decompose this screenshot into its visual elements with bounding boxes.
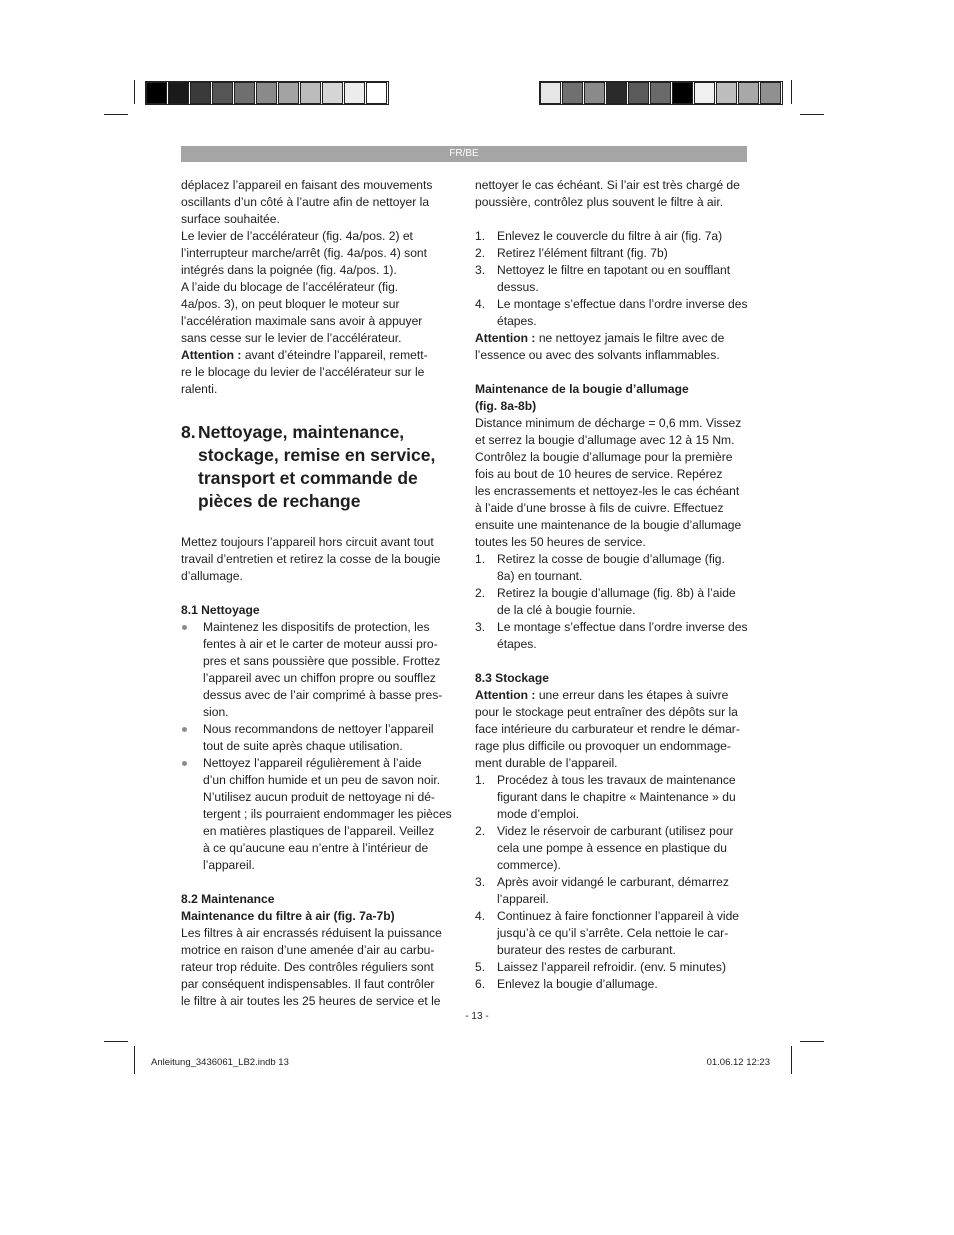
numbered-step: [475, 585, 749, 619]
text-line: sans cesse sur le levier de l’accélérateur.: [181, 331, 402, 345]
text-line: les encrassements et nettoyez-les le cas échéant: [475, 484, 740, 498]
section-number: 8.: [181, 422, 196, 442]
color-swatch: [584, 82, 605, 104]
numbered-step: [475, 908, 749, 959]
text-line: commerce).: [497, 858, 561, 872]
text-line: (fig. 8a-8b): [475, 399, 537, 413]
text-line: le filtre à air toutes les 25 heures de service et le: [181, 994, 441, 1008]
step-number: 1.: [475, 229, 486, 243]
color-swatch: [190, 82, 211, 104]
text-line: de la clé à bougie fournie.: [497, 603, 636, 617]
text-line: jusqu’à ce qu’il s’arrête. Cela nettoie le car-: [497, 926, 729, 940]
text-line: Distance minimum de décharge = 0,6 mm. Vissez: [475, 416, 742, 430]
text-line: ment durable de l’appareil.: [475, 756, 618, 770]
text-line: transport et commande de: [198, 468, 418, 488]
subsection-title-cleaning: 8.1 Nettoyage: [181, 603, 260, 617]
text-line: Le montage s’effectue dans l’ordre inverse des: [497, 620, 748, 634]
step-number: 1.: [475, 552, 486, 566]
numbered-step: [475, 551, 749, 585]
numbered-step: [475, 976, 749, 993]
spark-plug-steps: [475, 551, 749, 653]
text-line: ensuite une maintenance de la bougie d’allumage: [475, 518, 742, 532]
step-number: 3.: [475, 875, 486, 889]
text-line: A l’aide du blocage de l’accélérateur (fig.: [181, 280, 399, 294]
text-line: déplacez l’appareil en faisant des mouvements: [181, 178, 433, 192]
attention-label: Attention :: [475, 688, 536, 702]
color-swatch: [146, 82, 167, 104]
text-line: Nettoyage, maintenance,: [198, 422, 405, 442]
numbered-step: [475, 228, 749, 245]
step-number: 4.: [475, 297, 486, 311]
text-line: motrice en raison d’une amenée d’air au carbu-: [181, 943, 435, 957]
list-item: [181, 619, 455, 721]
attention-label: Attention :: [181, 348, 242, 362]
language-code: FR/BE: [449, 148, 479, 159]
color-swatch: [344, 82, 365, 104]
text-line: d’un chiffon humide et un peu de savon noir.: [203, 773, 441, 787]
color-swatch: [212, 82, 233, 104]
text-line: sion.: [203, 705, 229, 719]
text-line: dessus avec de l’air comprimé à basse pres-: [203, 688, 443, 702]
color-swatch: [628, 82, 649, 104]
text-line: Contrôlez la bougie d’allumage pour la première: [475, 450, 733, 464]
color-swatch: [650, 82, 671, 104]
numbered-step: [475, 245, 749, 262]
list-item: [181, 721, 455, 755]
text-line: surface souhaitée.: [181, 212, 280, 226]
right-column: [475, 177, 749, 993]
text-line: Videz le réservoir de carburant (utilisez pour: [497, 824, 734, 838]
text-line: rateur trop réduite. Des contrôles réguliers sont: [181, 960, 434, 974]
text-line: Enlevez la bougie d’allumage.: [497, 977, 658, 991]
text-line: Maintenez les dispositifs de protection, les: [203, 620, 430, 634]
text-line: stockage, remise en service,: [198, 445, 436, 465]
color-swatch: [366, 82, 387, 104]
text-line: en matières plastiques de l’appareil. Veillez: [203, 824, 435, 838]
text-line: poussière, contrôlez plus souvent le filtre à air.: [475, 195, 724, 209]
text-line: pour le stockage peut entraîner des dépôts sur la: [475, 705, 738, 719]
air-filter-heading: Maintenance du filtre à air (fig. 7a-7b): [181, 909, 395, 923]
text-line: l’essence ou avec des solvants inflammables.: [475, 348, 720, 362]
text-line: dessus.: [497, 280, 539, 294]
step-number: 6.: [475, 977, 486, 991]
text-line: Enlevez le couvercle du filtre à air (fig. 7a): [497, 229, 723, 243]
bullet-icon: [182, 625, 187, 630]
step-number: 2.: [475, 246, 486, 260]
text-line: à l’aide d’une brosse à fils de cuivre. Effectuez: [475, 501, 724, 515]
bullet-icon: [182, 761, 187, 766]
text-line: burateur des restes de carburant.: [497, 943, 676, 957]
text-line: travail d’entretien et retirez la cosse de la bougie: [181, 552, 441, 566]
text-line: à ce qu’aucune eau n’entre à l’intérieur de: [203, 841, 429, 855]
text-line: Retirez la cosse de bougie d’allumage (fig.: [497, 552, 725, 566]
step-number: 2.: [475, 824, 486, 838]
section-title: [198, 421, 455, 513]
text-line: Laissez l’appareil refroidir. (env. 5 minutes): [497, 960, 726, 974]
text-line: ralenti.: [181, 382, 218, 396]
text-line: 8a) en tournant.: [497, 569, 583, 583]
air-filter-paragraph: [181, 925, 455, 1010]
cleaning-bullet-list: [181, 619, 455, 874]
text-line: l’accélération maximale sans avoir à appuyer: [181, 314, 423, 328]
filter-attention-note: Attention : ne nettoyez jamais le filtre avec de: [475, 331, 725, 345]
numbered-step: [475, 619, 749, 653]
text-line: et serrez la bougie d’allumage avec 12 à 15 Nm.: [475, 433, 735, 447]
text-line: intégrés dans la poignée (fig. 4a/pos. 1).: [181, 263, 397, 277]
attention-label: Attention :: [475, 331, 536, 345]
air-filter-steps: [475, 228, 749, 330]
color-swatch: [562, 82, 583, 104]
text-line: face intérieure du carburateur et rendre le démar-: [475, 722, 740, 736]
left-column: [181, 177, 455, 1010]
text-line: Les filtres à air encrassés réduisent la puissance: [181, 926, 442, 940]
text-line: 4a/pos. 3), on peut bloquer le moteur sur: [181, 297, 400, 311]
step-number: 3.: [475, 620, 486, 634]
storage-steps: [475, 772, 749, 993]
text-line: Retirez la bougie d’allumage (fig. 8b) à l’aide: [497, 586, 736, 600]
text-line: Maintenance de la bougie d’allumage: [475, 382, 689, 396]
text-line: Procédez à tous les travaux de maintenance: [497, 773, 736, 787]
step-number: 4.: [475, 909, 486, 923]
intro-paragraph: [181, 177, 455, 347]
subsection-title-maintenance: 8.2 Maintenance: [181, 892, 275, 906]
numbered-step: [475, 874, 749, 908]
color-swatch: [278, 82, 299, 104]
text-line: pièces de rechange: [198, 491, 361, 511]
text-line: mode d’emploi.: [497, 807, 580, 821]
color-swatch: [256, 82, 277, 104]
text-line: Nettoyez l’appareil régulièrement à l’aide: [203, 756, 422, 770]
subsection-title-storage: 8.3 Stockage: [475, 671, 549, 685]
text-line: oscillants d’un côté à l’autre afin de nettoyer la: [181, 195, 430, 209]
text-line: étapes.: [497, 314, 537, 328]
text-line: l’interrupteur marche/arrêt (fig. 4a/pos. 4) sont: [181, 246, 428, 260]
text-line: l’appareil.: [497, 892, 549, 906]
text-line: par conséquent indispensables. Il faut contrôler: [181, 977, 435, 991]
color-swatch: [300, 82, 321, 104]
text-line: fentes à air et le carter de moteur aussi pro-: [203, 637, 438, 651]
text-line: toutes les 50 heures de service.: [475, 535, 646, 549]
text-line: Le montage s’effectue dans l’ordre inverse des: [497, 297, 748, 311]
text-line: figurant dans le chapitre « Maintenance » du: [497, 790, 736, 804]
color-swatch: [672, 82, 693, 104]
file-slug: Anleitung_3436061_LB2.indb 13: [151, 1057, 289, 1068]
text-line: tout de suite après chaque utilisation.: [203, 739, 403, 753]
step-number: 3.: [475, 263, 486, 277]
text-line: Nous recommandons de nettoyer l’appareil: [203, 722, 434, 736]
step-number: 1.: [475, 773, 486, 787]
text-line: pres et sans poussière que possible. Frottez: [203, 654, 441, 668]
spark-plug-heading: [475, 381, 749, 415]
text-line: nettoyer le cas échéant. Si l’air est très chargé de: [475, 178, 740, 192]
list-item: [181, 755, 455, 874]
numbered-step: [475, 262, 749, 296]
language-bar: [181, 146, 747, 162]
spark-plug-paragraph: [475, 415, 749, 551]
text-line: Nettoyez le filtre en tapotant ou en soufflant: [497, 263, 731, 277]
text-line: étapes.: [497, 637, 537, 651]
numbered-step: [475, 959, 749, 976]
section-heading: [181, 421, 455, 513]
text-line: fois au bout de 10 heures de service. Repérez: [475, 467, 723, 481]
text-line: d’allumage.: [181, 569, 243, 583]
numbered-step: [475, 823, 749, 874]
color-swatch: [694, 82, 715, 104]
storage-attention-note: Attention : une erreur dans les étapes à suivre: [475, 688, 729, 702]
text-line: l’appareil avec un chiffon propre ou soufflez: [203, 671, 436, 685]
color-swatch: [716, 82, 737, 104]
text-line: l’appareil.: [203, 858, 255, 872]
text-line: cela une pompe à essence en plastique du: [497, 841, 727, 855]
text-line: rage plus difficile ou provoquer un endommage-: [475, 739, 731, 753]
step-number: 5.: [475, 960, 486, 974]
color-swatch: [606, 82, 627, 104]
attention-note: Attention : avant d’éteindre l’appareil, remett-: [181, 348, 428, 362]
text-line: Le levier de l’accélérateur (fig. 4a/pos. 2) et: [181, 229, 413, 243]
color-swatch: [738, 82, 759, 104]
air-filter-continued: [475, 177, 749, 211]
text-line: Mettez toujours l’appareil hors circuit avant tout: [181, 535, 434, 549]
text-line: Retirez l’élément filtrant (fig. 7b): [497, 246, 668, 260]
color-swatch: [540, 82, 561, 104]
numbered-step: [475, 296, 749, 330]
section-intro: [181, 534, 455, 585]
step-number: 2.: [475, 586, 486, 600]
print-timestamp: 01.06.12 12:23: [706, 1057, 770, 1068]
color-swatch: [760, 82, 781, 104]
text-line: Continuez à faire fonctionner l’appareil à vide: [497, 909, 740, 923]
color-swatch: [168, 82, 189, 104]
color-swatch: [322, 82, 343, 104]
text-line: re le blocage du levier de l’accélérateur sur le: [181, 365, 425, 379]
text-line: Après avoir vidangé le carburant, démarrez: [497, 875, 729, 889]
bullet-icon: [182, 727, 187, 732]
page-number: - 13 -: [465, 1011, 489, 1022]
text-line: N’utilisez aucun produit de nettoyage ni dé-: [203, 790, 435, 804]
numbered-step: [475, 772, 749, 823]
color-swatch: [234, 82, 255, 104]
text-line: tergent ; ils pourraient endommager les pièces: [203, 807, 452, 821]
